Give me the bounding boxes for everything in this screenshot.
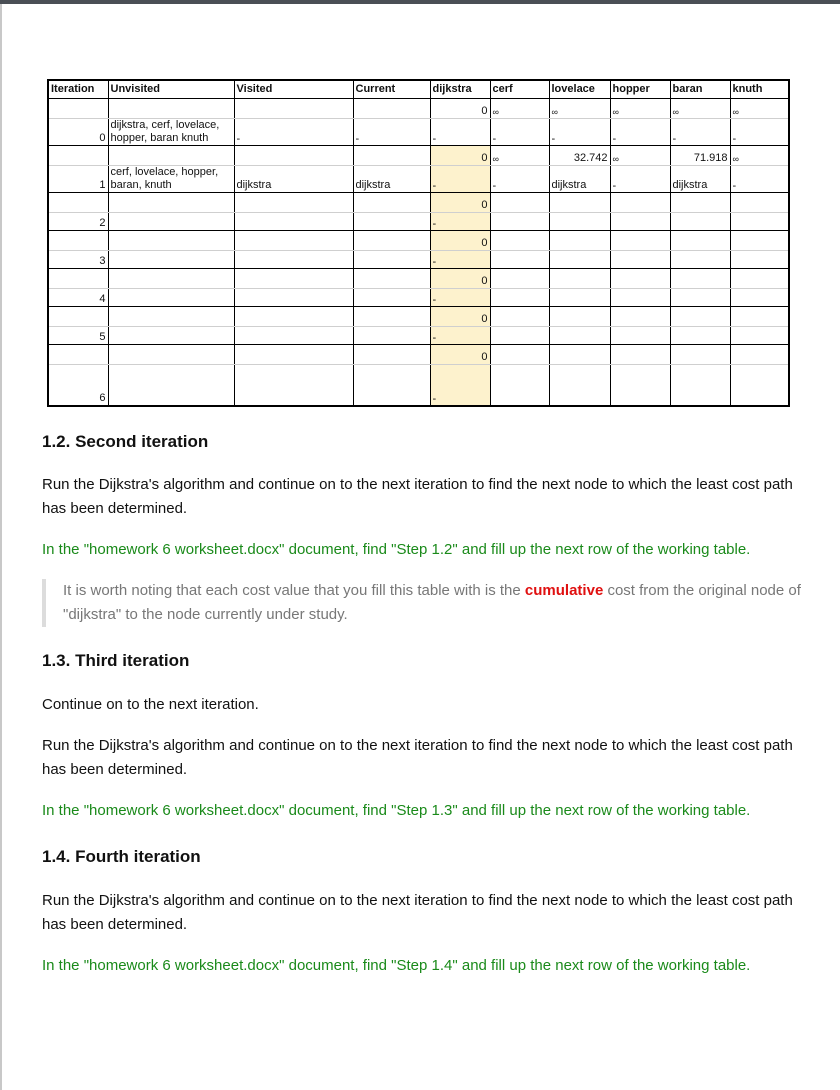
cost-dijkstra: 0 [430, 307, 490, 327]
cost-lovelace: 32.742 [549, 146, 610, 166]
note-text: cost from the original node of "dijkstra" to the node currently under study. [63, 582, 801, 623]
paragraph: Run the Dijkstra's algorithm and continue on to the next iteration to find the next node to which the least cost path has been determined. [42, 476, 793, 517]
iteration-number: 5 [48, 327, 108, 345]
table-row [48, 193, 789, 213]
prev-hopper: - [610, 166, 670, 193]
paragraph: Continue on to the next iteration. [42, 696, 259, 713]
header-baran: baran [670, 80, 730, 99]
cost-dijkstra: 0 [430, 99, 490, 119]
iteration-number: 4 [48, 289, 108, 307]
table-row [48, 327, 789, 345]
prev-knuth: - [730, 119, 789, 146]
prev-lovelace: - [549, 119, 610, 146]
cost-knuth: ∞ [730, 146, 789, 166]
prev-knuth: - [730, 166, 789, 193]
header-cerf: cerf [490, 80, 549, 99]
prev-cerf: - [490, 166, 549, 193]
page-left-edge [0, 4, 2, 1090]
instruction-text: In the "homework 6 worksheet.docx" document, find "Step 1.3" and fill up the next row of the working table. [42, 802, 751, 819]
prev-dijkstra: - [430, 365, 490, 407]
cost-dijkstra: 0 [430, 146, 490, 166]
table-row [48, 213, 789, 231]
cell-empty [108, 99, 234, 119]
instruction-text: In the "homework 6 worksheet.docx" document, find "Step 1.2" and fill up the next row of the working table. [42, 541, 751, 558]
cell-empty [108, 146, 234, 166]
cost-baran: ∞ [670, 99, 730, 119]
table-header-row [48, 80, 789, 99]
cost-knuth: ∞ [730, 99, 789, 119]
iteration-number: 6 [48, 365, 108, 407]
table-row [48, 99, 789, 119]
visited-list: dijkstra [234, 166, 353, 193]
header-hopper: hopper [610, 80, 670, 99]
table-row [48, 146, 789, 166]
cost-cerf: ∞ [490, 146, 549, 166]
unvisited-list: cerf, lovelace, hopper, baran, knuth [108, 166, 234, 193]
table-row [48, 289, 789, 307]
window-top-bar [0, 0, 840, 4]
note-emphasis: cumulative [524, 582, 604, 599]
prev-dijkstra: - [430, 327, 490, 345]
header-dijkstra: dijkstra [430, 80, 490, 99]
cost-hopper: ∞ [610, 146, 670, 166]
header-visited: Visited [234, 80, 353, 99]
table-row [48, 231, 789, 251]
unvisited-list: dijkstra, cerf, lovelace, hopper, baran knuth [108, 119, 234, 146]
section-heading: 1.2. Second iteration [42, 432, 209, 451]
prev-dijkstra: - [430, 251, 490, 269]
cost-dijkstra: 0 [430, 269, 490, 289]
paragraph: Run the Dijkstra's algorithm and continue on to the next iteration to find the next node to which the least cost path has been determined. [42, 892, 793, 933]
table-row [48, 119, 789, 146]
prev-dijkstra: - [430, 119, 490, 146]
current-node: dijkstra [353, 166, 430, 193]
table-row [48, 345, 789, 365]
cost-dijkstra: 0 [430, 345, 490, 365]
table-row [48, 251, 789, 269]
prev-baran: dijkstra [670, 166, 730, 193]
table-row [48, 365, 789, 407]
cell-empty [353, 99, 430, 119]
table-row [48, 166, 789, 193]
header-lovelace: lovelace [549, 80, 610, 99]
header-unvisited: Unvisited [108, 80, 234, 99]
table-row [48, 269, 789, 289]
current-node: - [353, 119, 430, 146]
cost-hopper: ∞ [610, 99, 670, 119]
prev-cerf: - [490, 119, 549, 146]
table-row [48, 307, 789, 327]
iteration-number: 2 [48, 213, 108, 231]
working-table [47, 79, 790, 407]
prev-dijkstra: - [430, 213, 490, 231]
iteration-number: 3 [48, 251, 108, 269]
iteration-number: 0 [48, 119, 108, 146]
section-heading: 1.3. Third iteration [42, 651, 190, 670]
prev-dijkstra: - [430, 166, 490, 193]
cost-baran: 71.918 [670, 146, 730, 166]
prev-lovelace: dijkstra [549, 166, 610, 193]
cell-empty [48, 146, 108, 166]
header-current: Current [353, 80, 430, 99]
cell-empty [48, 99, 108, 119]
note-text: It is worth noting that each cost value that you fill this table with is the [63, 582, 525, 599]
paragraph: Run the Dijkstra's algorithm and continue on to the next iteration to find the next node to which the least cost path has been determined. [42, 737, 793, 778]
header-knuth: knuth [730, 80, 789, 99]
visited-list: - [234, 119, 353, 146]
cell-empty [353, 146, 430, 166]
iteration-number: 1 [48, 166, 108, 193]
cost-cerf: ∞ [490, 99, 549, 119]
note-blockquote [42, 579, 803, 627]
prev-baran: - [670, 119, 730, 146]
cost-dijkstra: 0 [430, 231, 490, 251]
instruction-text: In the "homework 6 worksheet.docx" document, find "Step 1.4" and fill up the next row of the working table. [42, 957, 751, 974]
prev-dijkstra: - [430, 289, 490, 307]
cell-empty [234, 99, 353, 119]
cost-dijkstra: 0 [430, 193, 490, 213]
prev-hopper: - [610, 119, 670, 146]
cost-lovelace: ∞ [549, 99, 610, 119]
cell-empty [234, 146, 353, 166]
header-iteration: Iteration [48, 80, 108, 99]
section-heading: 1.4. Fourth iteration [42, 847, 201, 866]
